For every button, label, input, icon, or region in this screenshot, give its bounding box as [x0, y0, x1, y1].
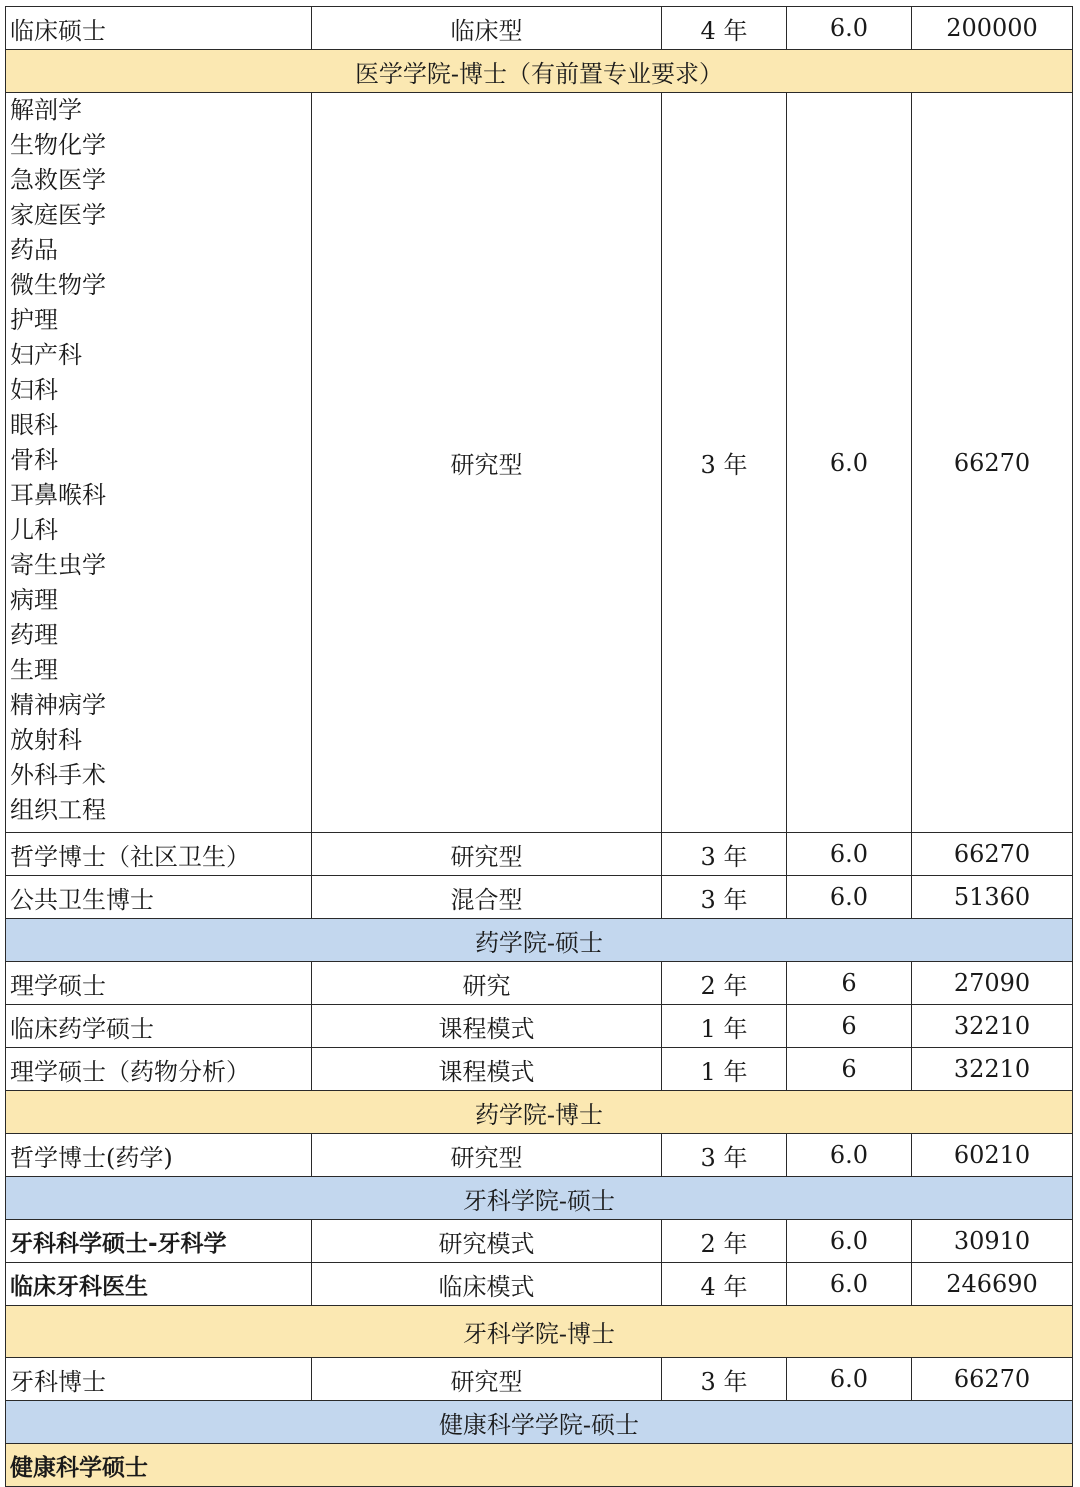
program-name-item: 妇产科 [10, 341, 82, 369]
program-fee: 246690 [912, 1263, 1073, 1306]
program-name: 临床硕士 [6, 7, 312, 50]
section-header-pharm-phd [6, 1091, 1073, 1134]
program-type: 临床型 [312, 7, 662, 50]
program-name: 健康科学硕士 [6, 1444, 1073, 1487]
program-score: 6.0 [787, 1220, 912, 1263]
program-name-item: 药理 [10, 621, 58, 649]
program-score: 6.0 [787, 1134, 912, 1177]
program-duration: 2 年 [662, 962, 787, 1005]
program-type: 临床模式 [312, 1263, 662, 1306]
program-type: 研究型 [312, 833, 662, 876]
program-name-item: 药品 [10, 236, 58, 264]
program-score: 6 [787, 1005, 912, 1048]
program-type: 研究型 [312, 1134, 662, 1177]
program-fee: 27090 [912, 962, 1073, 1005]
program-name-item: 儿科 [10, 516, 58, 544]
table-row [6, 93, 1073, 833]
program-name-item: 寄生虫学 [10, 551, 106, 579]
program-name: 牙科博士 [6, 1358, 312, 1401]
program-name-item: 微生物学 [10, 271, 106, 299]
program-name-item: 外科手术 [10, 761, 106, 789]
program-name-item: 眼科 [10, 411, 58, 439]
program-name-item: 解剖学 [10, 96, 82, 124]
section-header-pharm-master [6, 919, 1073, 962]
section-header-dental-master [6, 1177, 1073, 1220]
section-title: 牙科学院-博士 [6, 1306, 1073, 1358]
table-row [6, 1134, 1073, 1177]
program-name-item: 骨科 [10, 446, 58, 474]
program-type: 课程模式 [312, 1005, 662, 1048]
table-row [6, 7, 1073, 50]
table-row [6, 1444, 1073, 1487]
program-score: 6.0 [787, 876, 912, 919]
program-name-item: 家庭医学 [10, 201, 106, 229]
program-score: 6 [787, 962, 912, 1005]
program-duration: 3 年 [662, 833, 787, 876]
program-fee: 30910 [912, 1220, 1073, 1263]
program-name-item: 急救医学 [10, 166, 106, 194]
section-header-health-master [6, 1401, 1073, 1444]
program-name-item: 病理 [10, 586, 58, 614]
program-duration: 3 年 [662, 93, 787, 833]
program-duration: 3 年 [662, 1134, 787, 1177]
program-score: 6 [787, 1048, 912, 1091]
program-name: 理学硕士（药物分析） [6, 1048, 312, 1091]
section-header-med-phd [6, 50, 1073, 93]
program-duration: 2 年 [662, 1220, 787, 1263]
section-title: 健康科学学院-硕士 [6, 1401, 1073, 1444]
program-fee: 32210 [912, 1048, 1073, 1091]
program-name: 临床牙科医生 [6, 1263, 312, 1306]
program-name: 公共卫生博士 [6, 876, 312, 919]
table-row [6, 1220, 1073, 1263]
program-name-item: 组织工程 [10, 796, 106, 824]
program-name-item: 护理 [10, 306, 58, 334]
table-row [6, 1048, 1073, 1091]
program-name: 理学硕士 [6, 962, 312, 1005]
program-fee: 60210 [912, 1134, 1073, 1177]
section-header-dental-phd [6, 1306, 1073, 1358]
program-type: 研究 [312, 962, 662, 1005]
program-fee: 66270 [912, 833, 1073, 876]
program-name-item: 生物化学 [10, 131, 106, 159]
program-type: 课程模式 [312, 1048, 662, 1091]
section-title: 医学学院-博士（有前置专业要求） [6, 50, 1073, 93]
program-score: 6.0 [787, 833, 912, 876]
program-score: 6.0 [787, 1263, 912, 1306]
table-row [6, 1005, 1073, 1048]
program-score: 6.0 [787, 93, 912, 833]
program-name-item: 生理 [10, 656, 58, 684]
program-name: 临床药学硕士 [6, 1005, 312, 1048]
table-row [6, 876, 1073, 919]
table-row [6, 1358, 1073, 1401]
table-row [6, 1263, 1073, 1306]
program-score: 6.0 [787, 1358, 912, 1401]
program-type: 研究型 [312, 1358, 662, 1401]
program-duration: 4 年 [662, 7, 787, 50]
program-duration: 1 年 [662, 1005, 787, 1048]
program-duration: 1 年 [662, 1048, 787, 1091]
section-title: 药学院-博士 [6, 1091, 1073, 1134]
program-fee: 32210 [912, 1005, 1073, 1048]
program-name-item: 妇科 [10, 376, 58, 404]
program-fee: 66270 [912, 1358, 1073, 1401]
program-name: 哲学博士（社区卫生） [6, 833, 312, 876]
table-row [6, 962, 1073, 1005]
program-type: 研究模式 [312, 1220, 662, 1263]
program-name-list [6, 93, 312, 833]
program-name-item: 耳鼻喉科 [10, 481, 106, 509]
section-title: 牙科学院-硕士 [6, 1177, 1073, 1220]
program-duration: 3 年 [662, 876, 787, 919]
programs-table [5, 6, 1073, 1487]
program-duration: 4 年 [662, 1263, 787, 1306]
program-fee: 51360 [912, 876, 1073, 919]
table-row [6, 833, 1073, 876]
program-fee: 66270 [912, 93, 1073, 833]
program-score: 6.0 [787, 7, 912, 50]
section-title: 药学院-硕士 [6, 919, 1073, 962]
program-name-item: 放射科 [10, 726, 82, 754]
program-duration: 3 年 [662, 1358, 787, 1401]
program-name: 牙科科学硕士-牙科学 [6, 1220, 312, 1263]
program-type: 混合型 [312, 876, 662, 919]
program-name: 哲学博士(药学) [6, 1134, 312, 1177]
program-name-item: 精神病学 [10, 691, 106, 719]
program-type: 研究型 [312, 93, 662, 833]
program-fee: 200000 [912, 7, 1073, 50]
